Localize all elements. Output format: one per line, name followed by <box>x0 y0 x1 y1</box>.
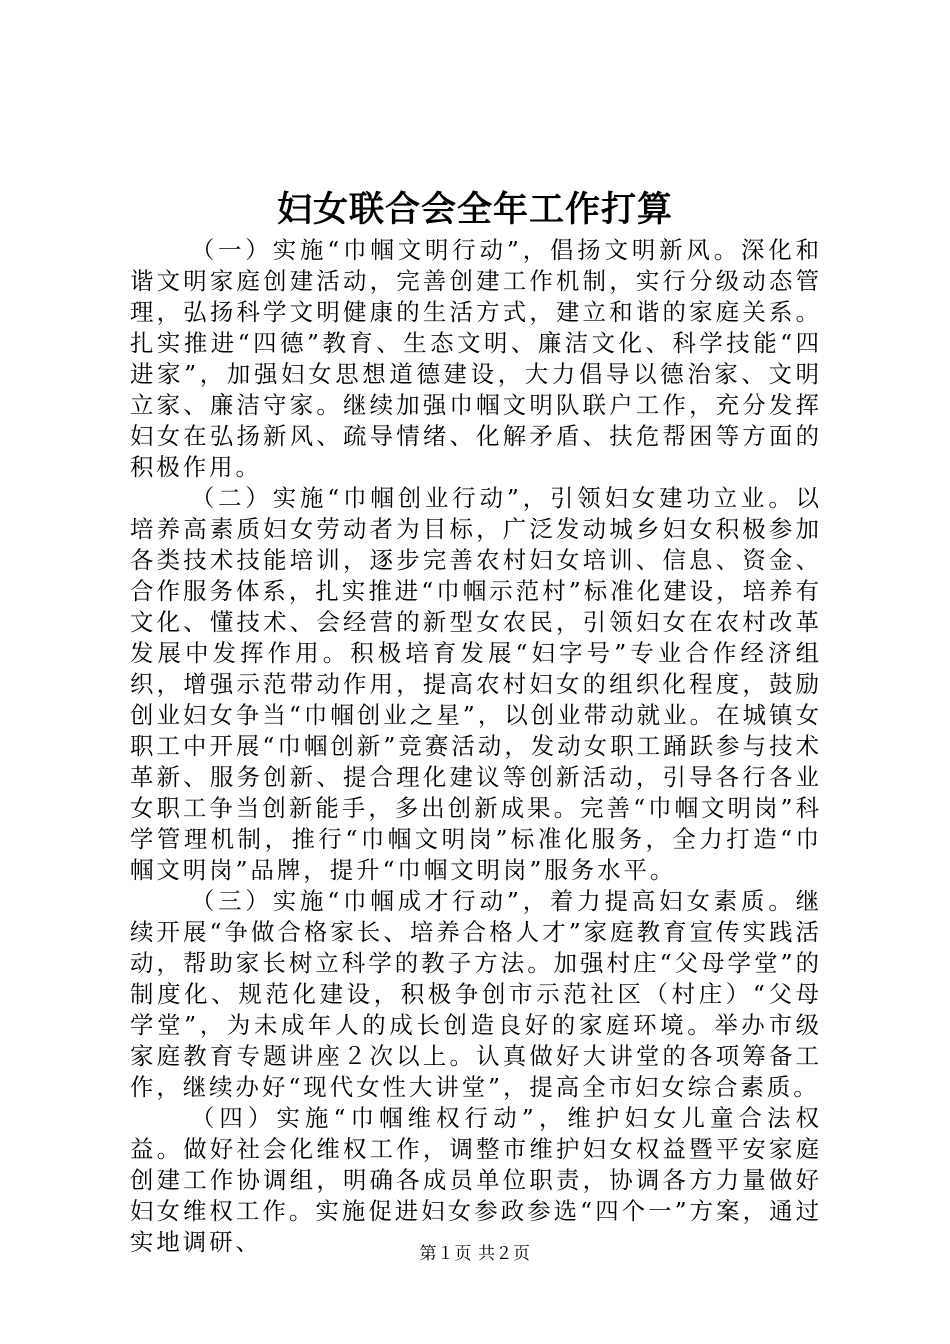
page-footer: 第１页 共２页 <box>419 1244 531 1264</box>
document-body <box>130 235 822 1258</box>
document-title: 妇女联合会全年工作打算 <box>276 189 673 230</box>
paragraph-3: （三）实施“巾帼成才行动”，着力提高妇女素质。继续开展“争做合格家长、培养合格人才”家庭教育宣传实践活动，帮助家长树立科学的教子方法。加强村庄“父母学堂”的制度化、规范化建设，积极争创市示范社区（村庄）“父母学堂”，为未成年人的成长创造良好的家庭环境。举办市级家庭教育专题讲座２次以上。认真做好大讲堂的各项筹备工作，继续办好“现代女性大讲堂”，提高全市妇女综合素质。 <box>130 887 822 1101</box>
paragraph-1: （一）实施“巾帼文明行动”，倡扬文明新风。深化和谐文明家庭创建活动，完善创建工作机制，实行分级动态管理，弘扬科学文明健康的生活方式，建立和谐的家庭关系。扎实推进“四德”教育、生态文明、廉洁文化、科学技能“四进家”，加强妇女思想道德建设，大力倡导以德治家、文明立家、廉洁守家。继续加强巾帼文明队联户工作，充分发挥妇女在弘扬新风、疏导情绪、化解矛盾、扶危帮困等方面的积极作用。 <box>130 236 822 481</box>
paragraph-4: （四）实施“巾帼维权行动”，维护妇女儿童合法权益。做好社会化维权工作，调整市维护妇女权益暨平安家庭创建工作协调组，明确各成员单位职责，协调各方力量做好妇女维权工作。实施促进妇女参政参选“四个一”方案，通过实地调研、 <box>130 1104 822 1256</box>
paragraph-2: （二）实施“巾帼创业行动”，引领妇女建功立业。以培养高素质妇女劳动者为目标，广泛发动城乡妇女积极参加各类技术技能培训，逐步完善农村妇女培训、信息、资金、合作服务体系，扎实推进“巾帼示范村”标准化建设，培养有文化、懂技术、会经营的新型女农民，引领妇女在农村改革发展中发挥作用。积极培育发展“妇字号”专业合作经济组织，增强示范带动作用，提高农村妇女的组织化程度，鼓励创业妇女争当“巾帼创业之星”，以创业带动就业。在城镇女职工中开展“巾帼创新”竞赛活动，发动女职工踊跃参与技术革新、服务创新、提合理化建议等创新活动，引导各行各业女职工争当创新能手，多出创新成果。完善“巾帼文明岗”科学管理机制，推行“巾帼文明岗”标准化服务，全力打造“巾帼文明岗”品牌，提升“巾帼文明岗”服务水平。 <box>130 484 822 884</box>
